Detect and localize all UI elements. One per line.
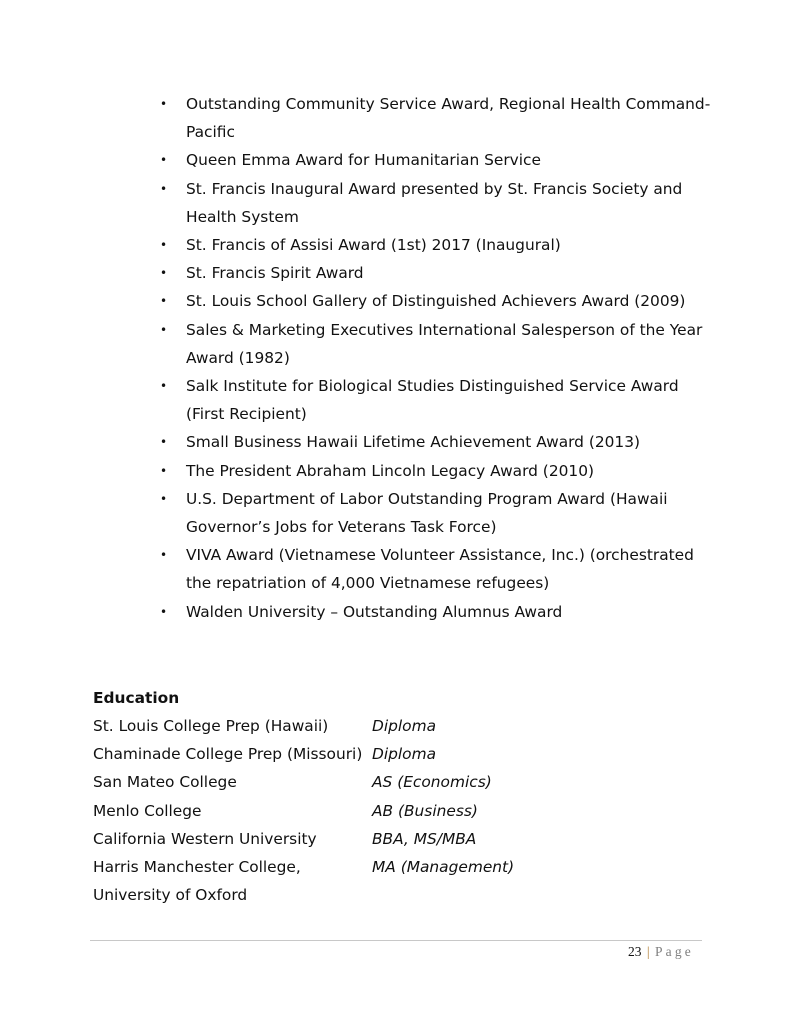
award-text: Salk Institute for Biological Studies Distinguished Service Award (First Recipient) xyxy=(186,377,679,424)
school-name: Chaminade College Prep (Missouri) xyxy=(93,745,363,764)
bullet-icon: • xyxy=(160,266,168,281)
award-text: Small Business Hawaii Lifetime Achievement Award (2013) xyxy=(186,433,641,452)
bullet-icon: • xyxy=(160,181,168,196)
list-item xyxy=(160,90,720,146)
bullet-icon: • xyxy=(160,379,168,394)
school-name: St. Louis College Prep (Hawaii) xyxy=(93,717,329,735)
footer-divider xyxy=(90,940,702,941)
list-item xyxy=(160,316,720,372)
table-row xyxy=(93,740,653,768)
bullet-icon: • xyxy=(160,463,168,478)
bullet-icon: • xyxy=(160,97,168,111)
table-row xyxy=(93,881,653,909)
bullet-icon: • xyxy=(160,604,168,619)
list-item xyxy=(160,485,720,541)
degree: Diploma xyxy=(372,745,437,764)
list-item xyxy=(160,287,720,315)
table-row xyxy=(93,712,653,740)
award-text: Walden University – Outstanding Alumnus Award xyxy=(186,602,563,621)
school-name: University of Oxford xyxy=(93,886,248,905)
page-number: 23 xyxy=(628,944,642,959)
education-heading: Education xyxy=(93,689,180,707)
degree: MA (Management) xyxy=(372,858,515,877)
school-name: California Western University xyxy=(93,829,317,848)
award-text: Outstanding Community Service Award, Regional Health Command-Pacific xyxy=(186,95,711,142)
list-item xyxy=(160,457,720,485)
awards-list xyxy=(160,90,720,626)
education-table xyxy=(93,712,653,909)
bullet-icon: • xyxy=(160,322,168,337)
list-item xyxy=(160,428,720,456)
list-item xyxy=(160,259,720,287)
school-name: San Mateo College xyxy=(93,773,237,792)
school-name: Menlo College xyxy=(93,801,202,820)
award-text: VIVA Award (Vietnamese Volunteer Assistance, Inc.) (orchestrated the repatriation of 4,000 Vietnamese refugees) xyxy=(186,546,694,593)
footer-separator: | xyxy=(646,944,650,959)
list-item xyxy=(160,146,720,174)
table-row xyxy=(93,797,653,825)
bullet-icon: • xyxy=(160,294,168,309)
award-text: St. Francis Inaugural Award presented by St. Francis Society and Health System xyxy=(186,179,683,226)
page-footer xyxy=(628,942,694,962)
list-item xyxy=(160,175,720,231)
table-row xyxy=(93,825,653,853)
degree: AS (Economics) xyxy=(372,773,492,792)
page-label: Page xyxy=(654,944,694,959)
award-text: St. Louis School Gallery of Distinguished Achievers Award (2009) xyxy=(186,292,686,311)
school-name: Harris Manchester College, xyxy=(93,858,301,877)
award-text: Sales & Marketing Executives International Salesperson of the Year Award (1982) xyxy=(186,320,703,367)
bullet-icon: • xyxy=(160,548,168,563)
table-row xyxy=(93,768,653,796)
award-text: Queen Emma Award for Humanitarian Service xyxy=(186,151,541,170)
degree: Diploma xyxy=(372,717,437,735)
award-text: St. Francis Spirit Award xyxy=(186,264,364,283)
bullet-icon: • xyxy=(160,153,168,168)
list-item xyxy=(160,231,720,259)
bullet-icon: • xyxy=(160,435,168,450)
table-row xyxy=(93,853,653,881)
bullet-icon: • xyxy=(160,238,168,253)
award-text: U.S. Department of Labor Outstanding Program Award (Hawaii Governor’s Jobs for Veterans Task Force) xyxy=(186,489,668,537)
list-item xyxy=(160,541,720,597)
degree: BBA, MS/MBA xyxy=(372,829,477,848)
degree: AB (Business) xyxy=(372,801,478,820)
bullet-icon: • xyxy=(160,491,168,506)
award-text: St. Francis of Assisi Award (1st) 2017 (Inaugural) xyxy=(186,236,561,255)
award-text: The President Abraham Lincoln Legacy Award (2010) xyxy=(186,461,594,480)
list-item xyxy=(160,598,720,626)
list-item xyxy=(160,372,720,428)
